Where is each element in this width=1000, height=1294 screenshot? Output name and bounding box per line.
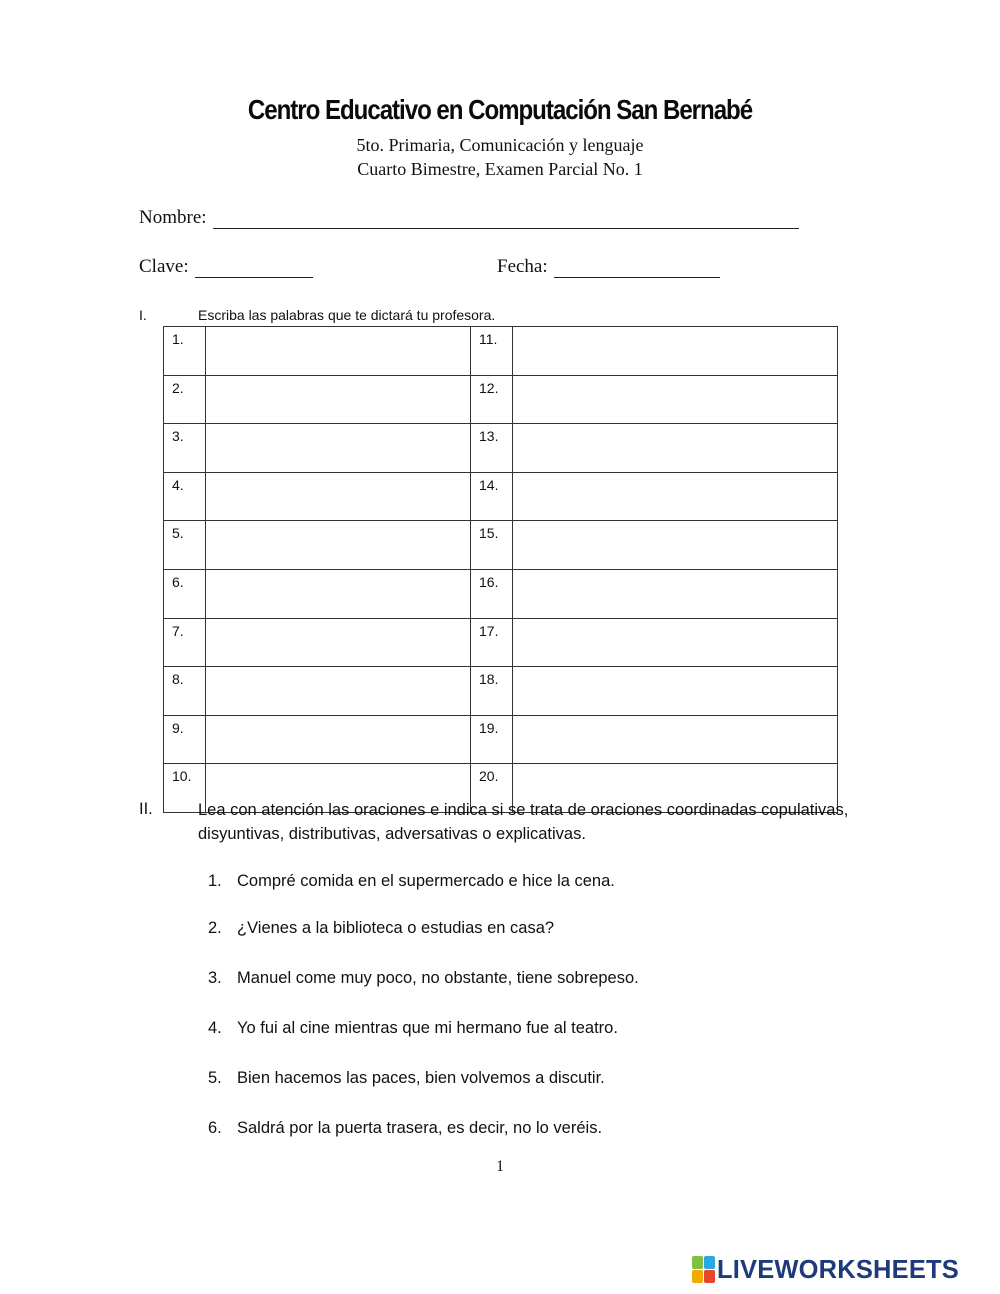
answer-cell-left[interactable] bbox=[206, 327, 471, 376]
answer-cell-right[interactable] bbox=[513, 472, 838, 521]
nombre-field bbox=[139, 207, 799, 229]
clave-label: Clave: bbox=[139, 256, 189, 277]
sentence-text: ¿Vienes a la biblioteca o estudias en casa? bbox=[237, 919, 555, 937]
row-number-right: 12. bbox=[471, 375, 513, 424]
fecha-label: Fecha: bbox=[497, 256, 548, 277]
section-1-number: I. bbox=[139, 307, 147, 323]
sentence-number: 2. bbox=[208, 919, 222, 937]
clave-blank[interactable] bbox=[195, 259, 313, 278]
row-number-left: 3. bbox=[164, 424, 206, 473]
sentence-text: Yo fui al cine mientras que mi hermano fue al teatro. bbox=[237, 1019, 618, 1037]
nombre-label: Nombre: bbox=[139, 207, 207, 228]
answer-cell-left[interactable] bbox=[206, 424, 471, 473]
row-number-left: 9. bbox=[164, 715, 206, 764]
row-number-right: 11. bbox=[471, 327, 513, 376]
list-item bbox=[208, 1019, 618, 1038]
answer-cell-right[interactable] bbox=[513, 569, 838, 618]
subtitle-course: 5to. Primaria, Comunicación y lenguaje bbox=[356, 135, 644, 155]
sentence-text: Compré comida en el supermercado e hice la cena. bbox=[237, 872, 615, 890]
nombre-blank[interactable] bbox=[213, 210, 799, 229]
answer-cell-right[interactable] bbox=[513, 327, 838, 376]
answer-cell-right[interactable] bbox=[513, 375, 838, 424]
list-item bbox=[208, 919, 554, 938]
row-number-left: 7. bbox=[164, 618, 206, 667]
answer-cell-right[interactable] bbox=[513, 667, 838, 716]
sentence-text: Manuel come muy poco, no obstante, tiene sobrepeso. bbox=[237, 969, 639, 987]
table-row bbox=[164, 375, 838, 424]
answer-cell-right[interactable] bbox=[513, 424, 838, 473]
sentence-text: Bien hacemos las paces, bien volvemos a discutir. bbox=[237, 1069, 605, 1087]
row-number-left: 2. bbox=[164, 375, 206, 424]
answer-cell-left[interactable] bbox=[206, 667, 471, 716]
fecha-field bbox=[497, 256, 720, 278]
table-row bbox=[164, 569, 838, 618]
list-item bbox=[208, 969, 639, 988]
clave-field bbox=[139, 256, 313, 278]
sentence-text: Saldrá por la puerta trasera, es decir, no lo veréis. bbox=[237, 1119, 603, 1137]
section-2-number: II. bbox=[139, 800, 153, 818]
list-item bbox=[208, 1069, 605, 1088]
page-title: Centro Educativo en Computación San Bernabé bbox=[247, 94, 753, 125]
answer-cell-left[interactable] bbox=[206, 472, 471, 521]
list-item bbox=[208, 1119, 602, 1138]
answer-cell-left[interactable] bbox=[206, 521, 471, 570]
row-number-left: 1. bbox=[164, 327, 206, 376]
answer-cell-right[interactable] bbox=[513, 715, 838, 764]
liveworksheets-brand bbox=[692, 1254, 964, 1284]
row-number-right: 13. bbox=[471, 424, 513, 473]
answer-cell-left[interactable] bbox=[206, 375, 471, 424]
sentence-number: 5. bbox=[208, 1069, 222, 1087]
answer-cell-left[interactable] bbox=[206, 715, 471, 764]
row-number-left: 8. bbox=[164, 667, 206, 716]
row-number-left: 6. bbox=[164, 569, 206, 618]
row-number-right: 16. bbox=[471, 569, 513, 618]
dictation-table bbox=[163, 326, 838, 813]
row-number-left: 10. bbox=[164, 764, 206, 813]
table-row bbox=[164, 521, 838, 570]
row-number-right: 14. bbox=[471, 472, 513, 521]
table-row bbox=[164, 424, 838, 473]
row-number-left: 4. bbox=[164, 472, 206, 521]
fecha-blank[interactable] bbox=[554, 259, 720, 278]
sentence-number: 3. bbox=[208, 969, 222, 987]
answer-cell-left[interactable] bbox=[206, 618, 471, 667]
list-item bbox=[208, 872, 615, 891]
row-number-right: 15. bbox=[471, 521, 513, 570]
row-number-right: 17. bbox=[471, 618, 513, 667]
table-row bbox=[164, 715, 838, 764]
subtitle-exam: Cuarto Bimestre, Examen Parcial No. 1 bbox=[357, 159, 643, 179]
row-number-right: 19. bbox=[471, 715, 513, 764]
row-number-right: 20. bbox=[471, 764, 513, 813]
table-row bbox=[164, 472, 838, 521]
table-row bbox=[164, 327, 838, 376]
row-number-left: 5. bbox=[164, 521, 206, 570]
page-number: 1 bbox=[496, 1158, 504, 1175]
sentence-number: 4. bbox=[208, 1019, 222, 1037]
liveworksheets-logo-icon bbox=[692, 1256, 714, 1282]
sentence-number: 1. bbox=[208, 872, 222, 890]
section-2-instruction: Lea con atención las oraciones e indica si se trata de oraciones coordinadas copulativas, disyuntivas, distributivas, adversativas o explicativas. bbox=[198, 801, 849, 843]
section-1-instruction: Escriba las palabras que te dictará tu profesora. bbox=[198, 307, 496, 323]
answer-cell-right[interactable] bbox=[513, 521, 838, 570]
answer-cell-left[interactable] bbox=[206, 569, 471, 618]
table-row bbox=[164, 618, 838, 667]
sentence-number: 6. bbox=[208, 1119, 222, 1137]
brand-name: LIVEWORKSHEETS bbox=[717, 1253, 959, 1284]
row-number-right: 18. bbox=[471, 667, 513, 716]
table-row bbox=[164, 667, 838, 716]
answer-cell-right[interactable] bbox=[513, 618, 838, 667]
